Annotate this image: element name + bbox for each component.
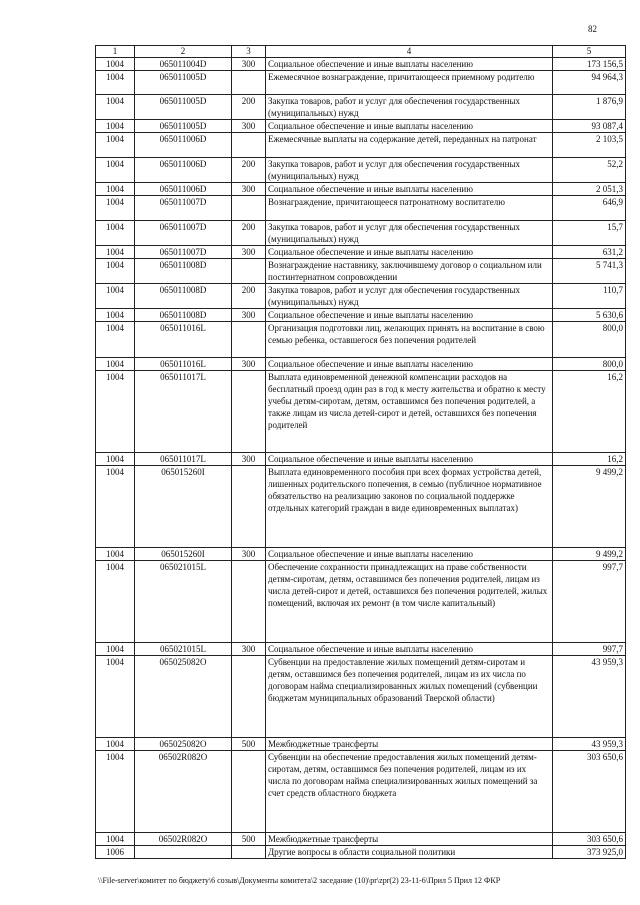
table-row	[96, 284, 626, 309]
table-row	[96, 71, 626, 95]
cell-name: Закупка товаров, работ и услуг для обеспечения государственных (муниципальных) нужд	[266, 284, 553, 309]
cell-amount: 373 925,0	[553, 846, 626, 859]
cell-kind: 300	[232, 183, 266, 196]
cell-section: 1004	[96, 548, 135, 561]
cell-name: Субвенции на обеспечение предоставления жилых помещений детям-сиротам, детям, оставшимся без попечения родителей, лицам из их числа по договорам найма специализированных жилых помещений за счет средств областного бюджета	[266, 751, 553, 833]
cell-article: 065025082O	[135, 656, 232, 738]
cell-article: 065015260I	[135, 548, 232, 561]
cell-section: 1004	[96, 833, 135, 846]
cell-section: 1004	[96, 284, 135, 309]
cell-kind: 500	[232, 738, 266, 751]
cell-amount: 52,2	[553, 158, 626, 183]
cell-article: 06502R082O	[135, 833, 232, 846]
cell-kind: 300	[232, 120, 266, 133]
cell-article: 065011005D	[135, 95, 232, 120]
cell-amount: 16,2	[553, 371, 626, 453]
cell-amount: 997,7	[553, 561, 626, 643]
column-header-name: 4	[266, 46, 553, 58]
cell-section: 1004	[96, 309, 135, 322]
cell-name: Закупка товаров, работ и услуг для обеспечения государственных (муниципальных) нужд	[266, 221, 553, 246]
cell-kind: 300	[232, 358, 266, 371]
cell-article: 065011007D	[135, 221, 232, 246]
cell-kind	[232, 846, 266, 859]
cell-kind	[232, 656, 266, 738]
cell-name: Выплата единовременного пособия при всех формах устройства детей, лишенных родительского попечения, в семью (публичное нормативное обязательство на реализацию законов по социальной поддержке отдельных категорий граждан в виде единовременных выплатах)	[266, 466, 553, 548]
cell-article: 065011005D	[135, 71, 232, 95]
cell-kind: 300	[232, 548, 266, 561]
table-row	[96, 453, 626, 466]
cell-article	[135, 846, 232, 859]
cell-section: 1004	[96, 120, 135, 133]
table-row	[96, 158, 626, 183]
table-row	[96, 309, 626, 322]
column-header-section: 1	[96, 46, 135, 58]
cell-article: 065011006D	[135, 183, 232, 196]
cell-kind: 200	[232, 221, 266, 246]
column-header-article: 2	[135, 46, 232, 58]
cell-article: 065011007D	[135, 246, 232, 259]
cell-article: 065011017L	[135, 453, 232, 466]
cell-section: 1004	[96, 58, 135, 71]
cell-article: 065011007D	[135, 196, 232, 221]
cell-kind	[232, 466, 266, 548]
cell-name: Межбюджетные трансферты	[266, 833, 553, 846]
cell-kind	[232, 751, 266, 833]
cell-kind: 200	[232, 284, 266, 309]
cell-amount: 9 499,2	[553, 466, 626, 548]
cell-name: Социальное обеспечение и иные выплаты населению	[266, 358, 553, 371]
table-row	[96, 833, 626, 846]
table-row	[96, 322, 626, 358]
table-row	[96, 133, 626, 158]
cell-name: Социальное обеспечение и иные выплаты населению	[266, 58, 553, 71]
cell-amount: 15,7	[553, 221, 626, 246]
table-row	[96, 58, 626, 71]
cell-amount: 16,2	[553, 453, 626, 466]
cell-name: Вознаграждение, причитающееся патронатному воспитателю	[266, 196, 553, 221]
cell-section: 1004	[96, 453, 135, 466]
cell-amount: 5 741,3	[553, 259, 626, 284]
table-body	[96, 58, 626, 859]
footer-file-path: \\File-server\комитет по бюджету\6 созыв\Документы комитета\2 заседание (10)\pr\zpr(2) 23-11-6\Прил 5 Прил 12 ФКР	[98, 876, 501, 885]
cell-name: Субвенции на предоставление жилых помещений детям-сиротам и детям, оставшимся без попечения родителей, лицам из их числа по договорам найма специализированных жилых помещений (субвенции бюджетам муниципальных образований Тверской области)	[266, 656, 553, 738]
cell-name: Обеспечение сохранности принадлежащих на праве собственности детям-сиротам, детям, оставшимся без попечения родителей, лицам из числа детей-сирот и детей, оставшихся без попечения родителей, жилых помещений, включая их ремонт (в том числе капитальный)	[266, 561, 553, 643]
cell-name: Ежемесячные выплаты на содержание детей, переданных на патронат	[266, 133, 553, 158]
cell-name: Закупка товаров, работ и услуг для обеспечения государственных (муниципальных) нужд	[266, 95, 553, 120]
cell-name: Организация подготовки лиц, желающих принять на воспитание в свою семью ребенка, оставшегося без попечения родителей	[266, 322, 553, 358]
table-row	[96, 751, 626, 833]
table-row	[96, 259, 626, 284]
cell-article: 065021015L	[135, 643, 232, 656]
budget-table	[95, 45, 626, 859]
cell-name: Вознаграждение наставнику, заключившему договор о социальном или постинтернатном сопровождении	[266, 259, 553, 284]
cell-amount: 43 959,3	[553, 738, 626, 751]
cell-section: 1004	[96, 158, 135, 183]
cell-name: Социальное обеспечение и иные выплаты населению	[266, 453, 553, 466]
cell-kind: 200	[232, 158, 266, 183]
cell-amount: 2 051,3	[553, 183, 626, 196]
cell-kind: 200	[232, 95, 266, 120]
cell-section: 1004	[96, 371, 135, 453]
table-row	[96, 95, 626, 120]
column-header-kind: 3	[232, 46, 266, 58]
table-row	[96, 846, 626, 859]
cell-amount: 800,0	[553, 322, 626, 358]
cell-kind	[232, 322, 266, 358]
cell-section: 1004	[96, 133, 135, 158]
cell-amount: 997,7	[553, 643, 626, 656]
cell-kind: 500	[232, 833, 266, 846]
cell-article: 065011005D	[135, 120, 232, 133]
cell-article: 065011016L	[135, 322, 232, 358]
table-row	[96, 466, 626, 548]
cell-article: 065011008D	[135, 284, 232, 309]
cell-name: Другие вопросы в области социальной политики	[266, 846, 553, 859]
cell-kind: 300	[232, 643, 266, 656]
cell-name: Ежемесячное вознаграждение, причитающееся приемному родителю	[266, 71, 553, 95]
cell-section: 1004	[96, 656, 135, 738]
cell-name: Социальное обеспечение и иные выплаты населению	[266, 246, 553, 259]
table-row	[96, 643, 626, 656]
table-row	[96, 561, 626, 643]
cell-amount: 303 650,6	[553, 833, 626, 846]
cell-amount: 110,7	[553, 284, 626, 309]
cell-name: Социальное обеспечение и иные выплаты населению	[266, 183, 553, 196]
cell-section: 1004	[96, 466, 135, 548]
cell-amount: 800,0	[553, 358, 626, 371]
cell-section: 1004	[96, 322, 135, 358]
cell-section: 1004	[96, 246, 135, 259]
table-row	[96, 183, 626, 196]
cell-section: 1004	[96, 358, 135, 371]
cell-kind	[232, 133, 266, 158]
cell-amount: 94 964,3	[553, 71, 626, 95]
cell-kind	[232, 196, 266, 221]
cell-kind	[232, 71, 266, 95]
table-header-row	[96, 46, 626, 58]
cell-amount: 93 087,4	[553, 120, 626, 133]
cell-kind: 300	[232, 58, 266, 71]
cell-amount: 631,2	[553, 246, 626, 259]
page-number: 82	[588, 24, 597, 34]
cell-kind: 300	[232, 246, 266, 259]
cell-article: 06502R082O	[135, 751, 232, 833]
table-row	[96, 358, 626, 371]
table-row	[96, 246, 626, 259]
cell-amount: 173 156,5	[553, 58, 626, 71]
cell-article: 065011006D	[135, 133, 232, 158]
cell-section: 1004	[96, 738, 135, 751]
cell-kind: 300	[232, 309, 266, 322]
cell-name: Закупка товаров, работ и услуг для обеспечения государственных (муниципальных) нужд	[266, 158, 553, 183]
cell-article: 065011004D	[135, 58, 232, 71]
cell-amount: 5 630,6	[553, 309, 626, 322]
cell-section: 1004	[96, 259, 135, 284]
cell-article: 065015260I	[135, 466, 232, 548]
cell-section: 1004	[96, 183, 135, 196]
cell-amount: 1 876,9	[553, 95, 626, 120]
cell-amount: 43 959,3	[553, 656, 626, 738]
cell-section: 1004	[96, 196, 135, 221]
cell-name: Социальное обеспечение и иные выплаты населению	[266, 643, 553, 656]
cell-name: Выплата единовременной денежной компенсации расходов на бесплатный проезд один раз в год к месту жительства и обратно к месту учебы детям-сиротам, детям, оставшимся без попечения родителей, а также лицам из числа детей-сирот и детей, оставшихся без попечения родителей	[266, 371, 553, 453]
table-row	[96, 120, 626, 133]
cell-kind	[232, 561, 266, 643]
cell-amount: 9 499,2	[553, 548, 626, 561]
table-row	[96, 221, 626, 246]
cell-article: 065011017L	[135, 371, 232, 453]
table-row	[96, 738, 626, 751]
cell-section: 1004	[96, 751, 135, 833]
cell-kind: 300	[232, 453, 266, 466]
cell-article: 065011006D	[135, 158, 232, 183]
cell-section: 1004	[96, 71, 135, 95]
cell-article: 065025082O	[135, 738, 232, 751]
cell-kind	[232, 371, 266, 453]
cell-name: Межбюджетные трансферты	[266, 738, 553, 751]
cell-amount: 646,9	[553, 196, 626, 221]
cell-section: 1004	[96, 561, 135, 643]
cell-kind	[232, 259, 266, 284]
cell-article: 065011008D	[135, 309, 232, 322]
cell-article: 065011016L	[135, 358, 232, 371]
cell-section: 1004	[96, 221, 135, 246]
cell-amount: 2 103,5	[553, 133, 626, 158]
cell-amount: 303 650,6	[553, 751, 626, 833]
column-header-amount: 5	[553, 46, 626, 58]
table-row	[96, 656, 626, 738]
table-row	[96, 548, 626, 561]
cell-article: 065021015L	[135, 561, 232, 643]
table-row	[96, 371, 626, 453]
table-row	[96, 196, 626, 221]
cell-section: 1006	[96, 846, 135, 859]
cell-section: 1004	[96, 643, 135, 656]
cell-name: Социальное обеспечение и иные выплаты населению	[266, 120, 553, 133]
cell-name: Социальное обеспечение и иные выплаты населению	[266, 548, 553, 561]
cell-article: 065011008D	[135, 259, 232, 284]
cell-name: Социальное обеспечение и иные выплаты населению	[266, 309, 553, 322]
cell-section: 1004	[96, 95, 135, 120]
